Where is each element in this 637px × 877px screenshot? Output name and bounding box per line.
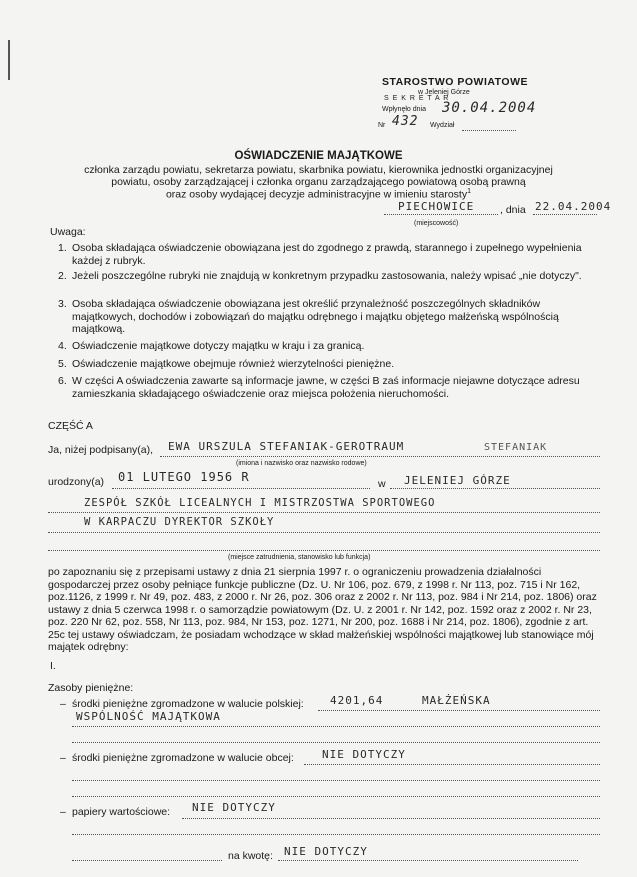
roman-one: I. xyxy=(50,660,56,672)
stamp-dept: S E K R E T A R xyxy=(384,95,450,102)
section-a-heading: CZĘŚĆ A xyxy=(48,420,93,432)
securities-label: papiery wartościowe: xyxy=(72,806,171,818)
signer-caption: (imiona i nazwisko oraz nazwisko rodowe) xyxy=(236,460,367,467)
employment-line-1 xyxy=(48,512,600,513)
date-label: , dnia xyxy=(500,204,526,216)
date-value: 22.04.2004 xyxy=(535,200,612,213)
note-1-text: Osoba składająca oświadczenie obowiązana jest do zgodnego z prawdą, starannego i zupełnego wypełnienia każdej z rubryk. xyxy=(72,242,582,267)
note-6-text: W części A oświadczenia zawarte są informacje jawne, w części B zaś informacje niejawne dotyczące adresu zamieszkania składającego oświadczenie oraz miejsca położenia nieruchomości. xyxy=(72,375,580,400)
securities-line-2 xyxy=(72,834,600,835)
born-label: urodzony(a) xyxy=(48,476,105,488)
stamp-wydzial-label: Wydział xyxy=(430,122,455,129)
cash-foreign-line-2 xyxy=(72,780,600,781)
place-line xyxy=(384,214,498,215)
cash-pln-label: środki pieniężne zgromadzone w walucie polskiej: xyxy=(72,698,304,710)
place-value: PIECHOWICE xyxy=(398,200,475,213)
cash-pln-line-2 xyxy=(72,726,600,727)
stamp-nr-value: 432 xyxy=(392,114,419,129)
note-6-num: 6. xyxy=(58,375,67,387)
note-2-num: 2. xyxy=(58,270,67,282)
born-date: 01 LUTEGO 1956 R xyxy=(118,470,250,484)
footnote-mark: 1 xyxy=(467,188,472,195)
place-caption: (miejscowość) xyxy=(414,220,459,227)
born-place-line xyxy=(390,488,600,489)
cash-pln-line xyxy=(318,710,600,711)
dash-1: – xyxy=(60,698,66,710)
stamp-city: w Jeleniej Górze xyxy=(418,89,470,96)
stamp-office: STAROSTWO POWIATOWE xyxy=(382,76,528,88)
note-3-num: 3. xyxy=(58,298,67,310)
cash-foreign-line xyxy=(304,764,600,765)
employment-line-2 xyxy=(48,532,600,533)
born-place: JELENIEJ GÓRZE xyxy=(404,474,511,487)
zasoby-label: Zasoby pieniężne: xyxy=(48,682,134,694)
stamp-received-label: Wpłynęło dnia xyxy=(382,106,426,113)
amount-value: NIE DOTYCZY xyxy=(284,845,368,858)
securities-line xyxy=(182,818,600,819)
date-line xyxy=(533,214,597,215)
employment-caption: (miejsce zatrudnienia, stanowisko lub funkcja) xyxy=(228,554,371,561)
signer-name-extra: STEFANIAK xyxy=(484,442,548,453)
note-4-num: 4. xyxy=(58,340,67,352)
cash-pln-value-extra: MAŁŻEŃSKA xyxy=(422,694,491,707)
note-5-num: 5. xyxy=(58,358,67,370)
uwaga-label: Uwaga: xyxy=(50,226,86,238)
subtitle-line-3-text: oraz osoby wydającej decyzje administracyjne w imieniu starosty xyxy=(165,188,468,201)
signer-label: Ja, niżej podpisany(a), xyxy=(48,444,154,456)
stamp-wydzial-line xyxy=(462,130,516,131)
cash-foreign-label: środki pieniężne zgromadzone w walucie obcej: xyxy=(72,752,294,764)
scan-mark xyxy=(8,40,10,80)
born-in-label: w xyxy=(378,478,386,490)
cash-foreign-line-3 xyxy=(72,796,600,797)
amount-label: na kwotę: xyxy=(228,850,273,862)
dash-3: – xyxy=(60,806,66,818)
amount-pre-line xyxy=(72,860,222,861)
amount-line xyxy=(278,860,578,861)
subtitle-line-1: członka zarządu powiatu, sekretarza powiatu, skarbnika powiatu, kierownika jednostki organizacyjnej xyxy=(84,164,553,176)
employment-text-2: W KARPACZU DYREKTOR SZKOŁY xyxy=(84,516,275,528)
stamp-received-date: 30.04.2004 xyxy=(442,100,537,116)
stamp-nr-label: Nr xyxy=(378,122,386,129)
subtitle-line-2: powiatu, osoby zarządzającej i członka organu zarządzającego powiatową osobą prawną xyxy=(111,176,526,188)
signer-name: EWA URSZULA STEFANIAK-GEROTRAUM xyxy=(168,440,405,453)
legal-text: po zapoznaniu się z przepisami ustawy z dnia 21 sierpnia 1997 r. o ograniczeniu prowadzenia działalności gospodarczej przez osoby pełniące funkcje publiczne (Dz. U. Nr 106, poz. 679, z 1998 r. Nr 113, poz. 715 i Nr 162, poz.1126, z 1999 r. Nr 49, poz. 483, z 2000 r. Nr 26, poz. 306 oraz z 2002 r. Nr 113, poz. 984 i Nr 214, poz. 1806) oraz ustawy z dnia 5 czerwca 1998 r. o samorządzie powiatowym (Dz. U. z 2001 r. Nr 142, poz. 1592 oraz z 2002 r. Nr 23, poz. 220 Nr 62, poz. 558, Nr 113, poz. 984, Nr 153, poz. 1271, Nr 200, poz. 1688 i Nr 214, poz. 1806), zgodnie z art. 25c tej ustawy oświadczam, że posiadam wchodzące w skład małżeńskiej wspólności majątkowej lub stanowiące mój majątek odrębny: xyxy=(48,566,597,653)
note-3-text: Osoba składająca oświadczenie obowiązana jest określić przynależność poszczególnych składników majątkowych, dochodów i zobowiązań do majątku odrębnego i majątku objętego małżeńską wspólnością majątkową. xyxy=(72,298,559,335)
signer-line xyxy=(160,456,600,457)
cash-pln-line2-text: WSPÓLNOŚĆ MAJĄTKOWA xyxy=(76,710,221,723)
document-title: OŚWIADCZENIE MAJĄTKOWE xyxy=(234,150,403,162)
note-2-text: Jeżeli poszczególne rubryki nie znajdują w konkretnym przypadku zastosowania, należy wpisać „nie dotyczy". xyxy=(72,270,582,282)
cash-foreign-value: NIE DOTYCZY xyxy=(322,748,406,761)
note-1-num: 1. xyxy=(58,242,67,254)
employment-text-1: ZESPÓŁ SZKÓŁ LICEALNYCH I MISTRZOSTWA SPORTOWEGO xyxy=(84,497,436,509)
born-date-line xyxy=(112,488,370,489)
subtitle-line-3 xyxy=(0,188,637,201)
note-5-text: Oświadczenie majątkowe obejmuje również wierzytelności pieniężne. xyxy=(72,358,395,370)
employment-line-3 xyxy=(48,550,600,551)
cash-pln-value: 4201,64 xyxy=(330,694,384,707)
note-4-text: Oświadczenie majątkowe dotyczy majątku w kraju i za granicą. xyxy=(72,340,365,352)
dash-2: – xyxy=(60,752,66,764)
securities-value: NIE DOTYCZY xyxy=(192,801,276,814)
cash-pln-line-3 xyxy=(72,742,600,743)
